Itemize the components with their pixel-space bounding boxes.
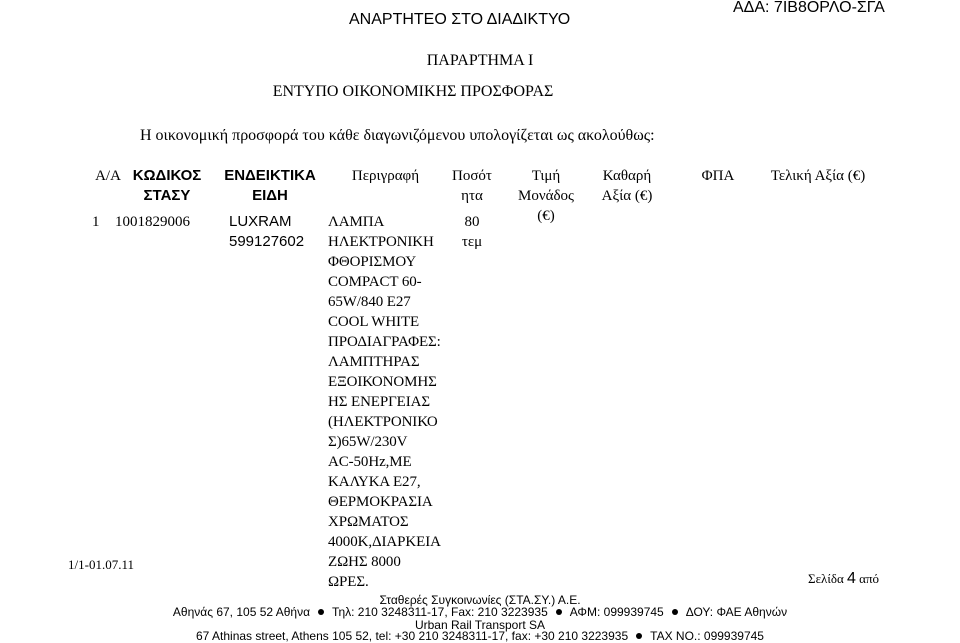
desc-line: ΗΛΕΚΤΡΟΝΙΚΗ <box>328 234 434 250</box>
row-ref <box>229 212 319 252</box>
posted-online-label: ΑΝΑΡΤΗΤΕΟ ΣΤΟ ΔΙΑΔΙΚΤΥΟ <box>349 11 571 28</box>
header-net-line1: Καθαρή <box>602 168 652 184</box>
page-label: Σελίδα <box>808 571 844 586</box>
desc-line: COMPACT 60- <box>328 274 422 290</box>
header-total-value: Τελική Αξία (€) <box>770 168 866 184</box>
bullet-icon <box>556 609 562 615</box>
form-title: ΕΝΤΥΠΟ ΟΙΚΟΝΟΜΙΚΗΣ ΠΡΟΣΦΟΡΑΣ <box>272 83 554 100</box>
header-net-line2: Αξία (€) <box>601 188 653 204</box>
header-ref-line2: ΕΙΔΗ <box>252 187 288 204</box>
desc-line: AC-50Hz,ΜΕ <box>328 454 412 470</box>
footer-tax-no: TAX NO.: 099939745 <box>650 629 764 643</box>
ada-number: ΑΔΑ: 7ΙΒ8ΟΡΛΟ-ΣΓΑ <box>733 0 885 16</box>
row-code: 1001829006 <box>115 214 190 230</box>
header-ref-line1: ΕΝΔΕΙΚΤΙΚΑ <box>224 167 316 184</box>
page-number: 4 <box>847 570 856 587</box>
footer-company-english: Urban Rail Transport SA <box>414 618 546 632</box>
row-description <box>328 212 440 592</box>
header-description: Περιγραφή <box>351 168 420 184</box>
row-ref-line2: 599127602 <box>229 233 305 250</box>
desc-line: ΛΑΜΠΤΗΡΑΣ <box>328 354 420 370</box>
footer-afm: ΑΦΜ: 099939745 <box>569 605 664 619</box>
footer-doy: ΔΟΥ: ΦΑΕ Αθηνών <box>685 605 788 619</box>
desc-line: 4000Κ,ΔΙΑΡΚΕΙΑ <box>328 534 441 550</box>
row-qty-unit: τεμ <box>461 234 483 250</box>
desc-line: ΗΣ ΕΝΕΡΓΕΙΑΣ <box>328 394 431 410</box>
row-quantity <box>449 212 495 252</box>
header-unit-line1: Τιμή <box>531 168 561 184</box>
intro-text: Η οικονομική προσφορά του κάθε διαγωνιζόμενου υπολογίζεται ως ακολούθως: <box>140 127 655 144</box>
page-of-label: από <box>859 571 880 586</box>
row-ref-line1: LUXRAM <box>229 213 292 230</box>
header-aa: Α/Α <box>95 168 121 184</box>
desc-line: Σ)65W/230V <box>328 434 408 450</box>
row-aa: 1 <box>92 214 100 230</box>
header-net-value <box>594 166 660 206</box>
header-ref <box>214 166 326 206</box>
header-qty-line2: ητα <box>461 188 483 204</box>
desc-line: COOL WHITE <box>328 314 420 330</box>
desc-line: ΠΡΟΔΙΑΓΡΑΦΕΣ: <box>328 334 441 350</box>
bullet-icon <box>636 633 642 639</box>
bullet-icon <box>672 609 678 615</box>
footer-contact-greek <box>0 605 960 619</box>
header-code-line2: ΣΤΑΣΥ <box>143 187 191 204</box>
header-code <box>123 166 211 206</box>
desc-line: ΦΘΟΡΙΣΜΟΥ <box>328 254 417 270</box>
desc-line: ΛΑΜΠΑ <box>328 214 385 230</box>
header-unit-price <box>500 166 592 226</box>
footer-phone-greek: Τηλ: 210 3248311-17, Fax: 210 3223935 <box>332 605 548 619</box>
desc-line: ΕΞΟΙΚΟΝΟΜΗΣ <box>328 374 437 390</box>
desc-line: ΖΩΗΣ 8000 ΩΡΕΣ. <box>328 554 401 590</box>
row-qty-value: 80 <box>464 214 480 230</box>
bullet-icon <box>318 609 324 615</box>
desc-line: ΘΕΡΜΟΚΡΑΣΙΑ <box>328 494 433 510</box>
desc-line: ΧΡΩΜΑΤΟΣ <box>328 514 409 530</box>
footer-address-english: 67 Athinas street, Athens 105 52, tel: +30 210 3248311-17, fax: +30 210 3223935 <box>196 629 629 643</box>
footer-address-greek: Αθηνάς 67, 105 52 Αθήνα <box>172 605 311 619</box>
document-reference: 1/1-01.07.11 <box>68 557 134 572</box>
footer-company-greek: Σταθερές Συγκοινωνίες (ΣΤΑ.ΣΥ.) Α.Ε. <box>379 593 581 607</box>
header-qty-line1: Ποσότ <box>452 168 492 184</box>
header-vat: ΦΠΑ <box>701 168 735 184</box>
header-unit-line3: (€) <box>537 208 555 224</box>
footer-contact-english <box>0 629 960 643</box>
annex-title: ΠΑΡΑΡΤΗΜΑ Ι <box>426 52 534 69</box>
header-unit-line2: Μονάδος <box>518 188 574 204</box>
page-number-line <box>808 570 879 588</box>
desc-line: 65W/840 E27 <box>328 294 411 310</box>
desc-line: (ΗΛΕΚΤΡΟΝΙΚΟ <box>328 414 438 430</box>
header-code-line1: ΚΩΔΙΚΟΣ <box>132 167 202 184</box>
header-quantity <box>449 166 495 206</box>
desc-line: ΚΑΛΥΚΑ Ε27, <box>328 474 421 490</box>
